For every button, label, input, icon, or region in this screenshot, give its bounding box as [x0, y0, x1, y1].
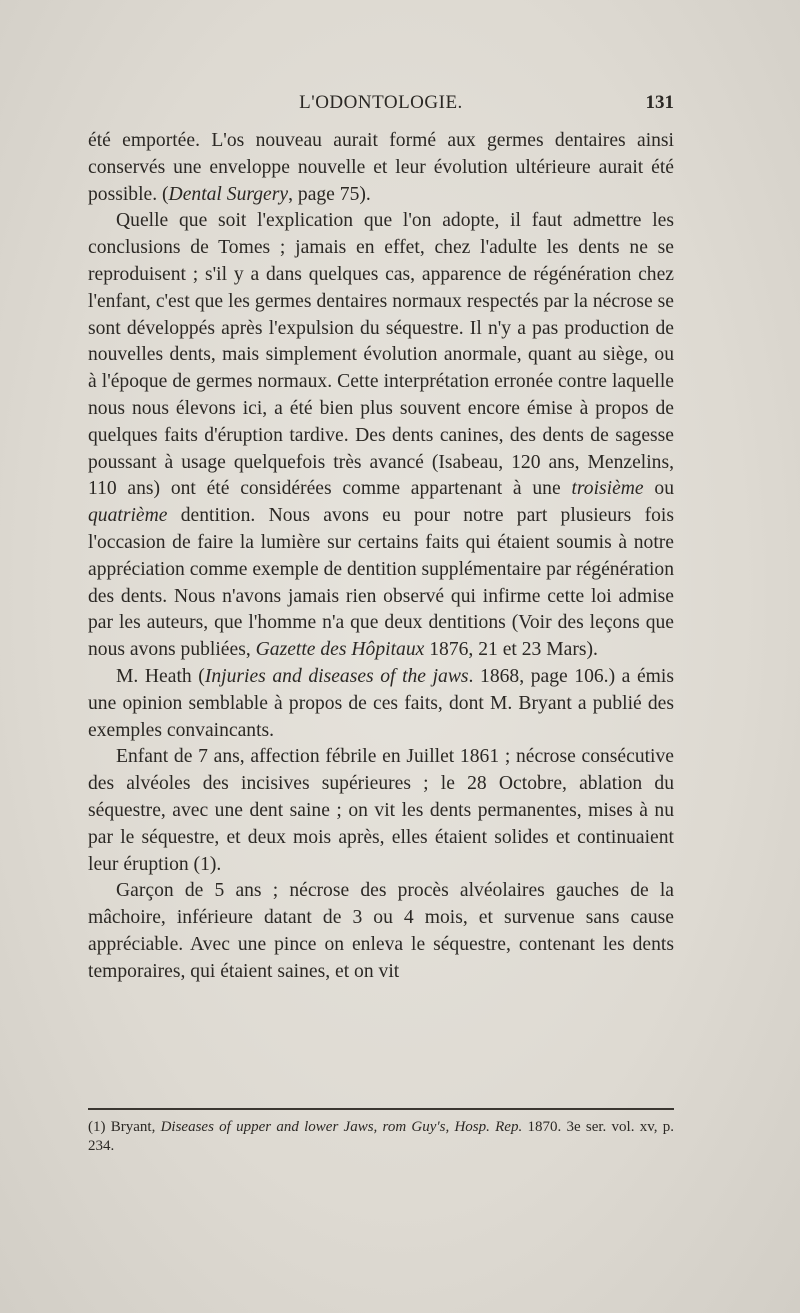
text-run: , page 75).: [288, 183, 371, 205]
text-run: ou: [643, 478, 674, 500]
text-run: (1) Bryant,: [88, 1119, 161, 1135]
text-run: 1876, 21 et 23 Mars).: [424, 639, 598, 661]
text-run: . 1868, page 106.) a émis une opinion semblable à propos de ces faits, dont M. Bryant a publié des exemples convaincants.: [88, 665, 674, 741]
page-header: [88, 88, 674, 118]
body-text: [88, 128, 674, 986]
italic-text: Diseases of upper and lower Jaws, rom Guy's, Hosp. Rep.: [160, 1119, 523, 1135]
paragraph: [88, 208, 674, 664]
text-run: Garçon de 5 ans ; nécrose des procès alvéolaires gauches de la mâchoire, inférieure datant de 3 ou 4 mois, et survenue sans cause appréciable. Avec une pince on enleva le séquestre, contenant les dents temporaires, qui étaient saines, et on vit: [88, 880, 674, 982]
italic-text: Dental Surgery: [168, 183, 289, 205]
page-number: 131: [645, 92, 674, 113]
paragraph: [88, 878, 674, 985]
text-run: dentition. Nous avons eu pour notre part plusieurs fois l'occasion de faire la lumière sur certains faits qui étaient soumis à notre appréciation comme exemple de dentition supplémentaire par régénération des dents. Nous n'avons jamais rien observé qui infirme cette loi admise par les auteurs, que l'homme n'a que deux dentitions (Voir des leçons que nous avons publiées,: [88, 505, 674, 661]
running-title: L'ODONTOLOGIE.: [299, 92, 463, 113]
italic-text: quatrième: [88, 505, 168, 527]
paragraph: [88, 664, 674, 744]
text-run: Enfant de 7 ans, affection fébrile en Juillet 1861 ; nécrose consécutive des alvéoles des incisives supérieures ; le 28 Octobre, ablation du séquestre, avec une dent saine ; on vit les dents permanentes, mises à nu par le séquestre, et deux mois après, elles étaient solides et continuaient leur éruption (1).: [88, 746, 674, 875]
italic-text: Gazette des Hôpitaux: [255, 639, 425, 661]
italic-text: Injuries and diseases of the jaws: [204, 665, 469, 687]
text-run: 1870. 3e ser. vol. xv, p. 234.: [88, 1119, 675, 1154]
text-run: été emportée. L'os nouveau aurait formé aux germes dentaires ainsi conservés une enveloppe nouvelle et leur évolution ultérieure aurait été possible. (: [88, 130, 674, 205]
text-run: Quelle que soit l'explication que l'on adopte, il faut admettre les conclusions de Tomes ; jamais en effet, chez l'adulte les dents ne se reproduisent ; s'il y a dans quelques cas, apparence de régénération chez l'enfant, c'est que les germes dentaires normaux respectés par la nécrose se sont développés après l'expulsion du séquestre. Il n'y a pas production de nouvelles dents, mais simplement évolution anormale, quant au siège, ou à l'époque de germes normaux. Cette interprétation erronée contre laquelle nous nous élevons ici, a été bien plus souvent encore émise à propos de quelques faits d'éruption tardive. Des dents canines, des dents de sagesse poussant à usage quelquefois très avancé (Isabeau, 120 ans, Menzelins, 110 ans) ont été considérées comme appartenant à une: [88, 210, 674, 500]
paragraph: [88, 744, 674, 878]
footnote: [88, 1118, 674, 1156]
text-run: M. Heath (: [116, 665, 205, 687]
italic-text: troisième: [571, 478, 644, 500]
footnote-divider: [88, 1108, 674, 1110]
paragraph: [88, 128, 674, 208]
